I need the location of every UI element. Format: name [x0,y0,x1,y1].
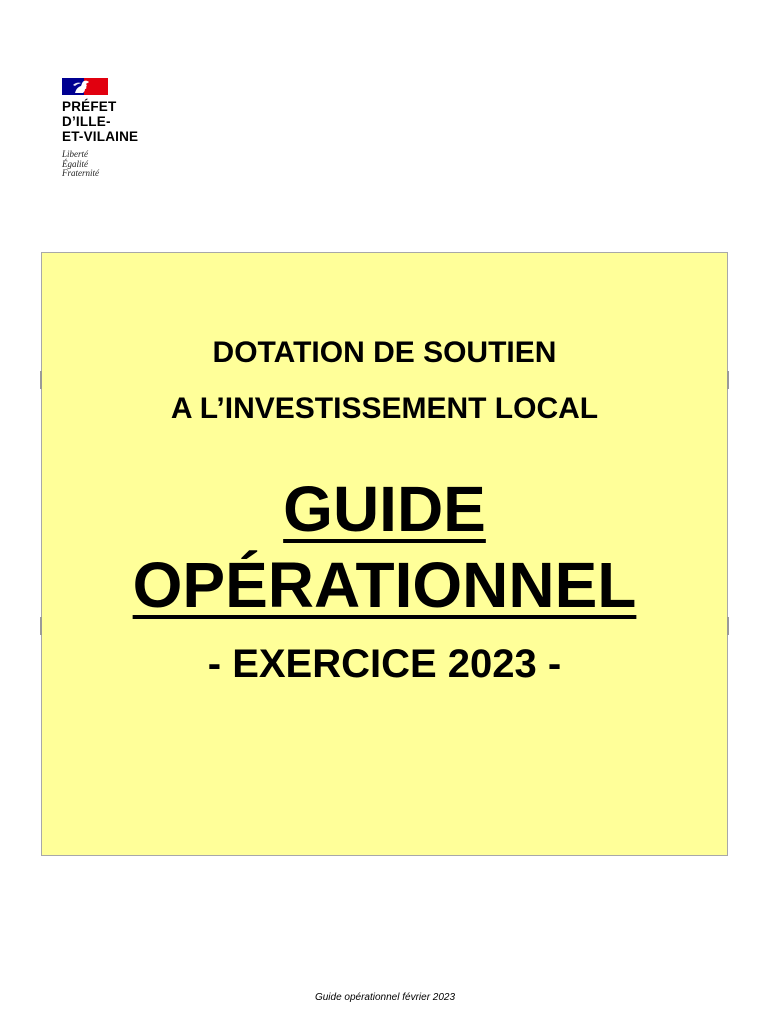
cover-title-box [41,252,728,856]
prefecture-name-line-2: D’ILLE- [62,114,111,129]
prefecture-name [62,99,182,144]
subtitle-line-1: DOTATION DE SOUTIEN [212,336,557,369]
prefecture-name-line-3: ET-VILAINE [62,129,139,144]
motto-line-2: Égalité [62,158,88,169]
edge-mark-right-top [727,371,729,389]
republic-motto [62,150,182,179]
edge-mark-right-bottom [727,617,729,635]
page-footer: Guide opérationnel février 2023 [314,992,456,1003]
guide-title-line-1: GUIDE [283,473,486,545]
marianne-flag-icon [62,78,108,95]
guide-title-line-2: OPÉRATIONNEL [132,549,637,621]
subtitle-line-2: A L’INVESTISSEMENT LOCAL [170,392,599,425]
prefecture-logo [62,78,182,179]
edge-mark-left-top [40,371,42,389]
motto-line-1: Liberté [62,149,88,159]
motto-line-3: Fraternité [62,168,99,178]
prefecture-name-line-1: PRÉFET [62,99,117,114]
marianne-profile-icon [72,79,90,94]
exercice-year: - EXERCICE 2023 - [207,642,562,686]
